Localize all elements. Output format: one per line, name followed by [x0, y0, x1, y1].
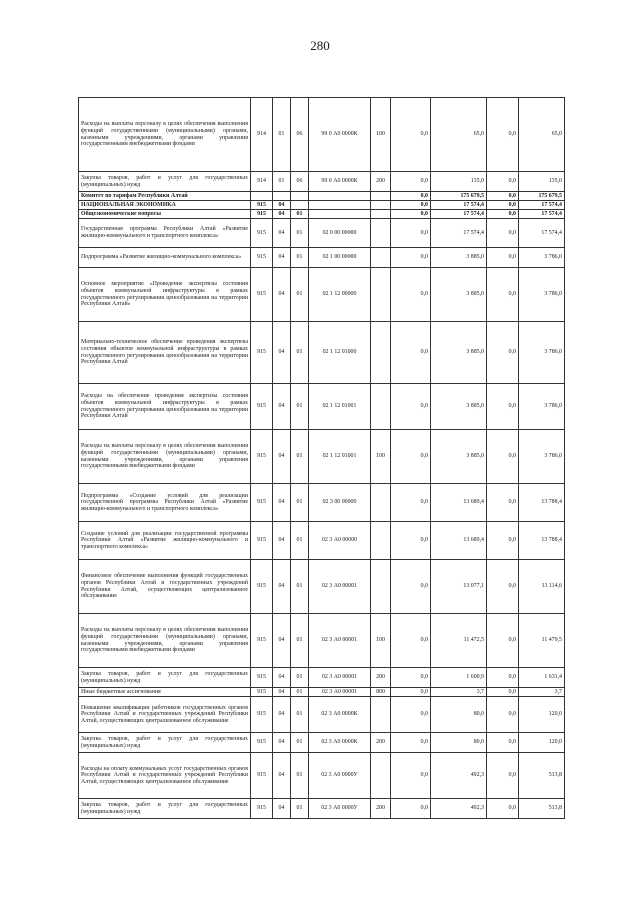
expense-type-code: 200	[371, 172, 391, 192]
row-name: Расходы на выплаты персоналу в целях обеспечения выполнения функций государственными (муниципальными) органами, казенными учреждениями, органами управления государственными внебюджетными фондами	[79, 614, 251, 668]
row-name: Закупка товаров, работ и услуг для государственных (муниципальных) нужд	[79, 172, 251, 192]
subsection-code: 01	[291, 697, 309, 733]
expense-type-code: 100	[371, 98, 391, 172]
amount-col-4: 3 786,0	[519, 322, 565, 384]
admin-code: 915	[251, 668, 273, 688]
row-name: Расходы на выплаты персоналу в целях обеспечения выполнения функций государственными (муниципальными) органами, казенными учреждениями, органами управления государственными внебюджетными фондами	[79, 98, 251, 172]
amount-col-4: 513,8	[519, 799, 565, 819]
subsection-code: 01	[291, 430, 309, 484]
target-article-code: 02 3 А0 00001	[309, 668, 371, 688]
section-code: 04	[273, 384, 291, 430]
amount-col-4: 11 479,5	[519, 614, 565, 668]
row-name: Закупка товаров, работ и услуг для государственных (муниципальных) нужд	[79, 668, 251, 688]
row-name: Создание условий для реализации государственной программы Республики Алтай «Развитие жилищно-коммунального и транспортного комплекса»	[79, 522, 251, 560]
amount-col-2: 135,0	[431, 172, 487, 192]
expense-type-code	[371, 484, 391, 522]
target-article-code: 02 3 00 00000	[309, 484, 371, 522]
amount-col-3: 0,0	[487, 799, 519, 819]
amount-col-4: 135,0	[519, 172, 565, 192]
row-name: Расходы на обеспечение проведения экспертизы состояния объектов коммунальной инфраструктуры в рамках государственного регулирования ценообразования на территории Республики Алтай	[79, 384, 251, 430]
amount-col-3: 0,0	[487, 98, 519, 172]
admin-code: 915	[251, 799, 273, 819]
amount-col-1: 0,0	[391, 201, 431, 210]
table-row	[79, 484, 565, 522]
expense-type-code: 200	[371, 733, 391, 753]
table-row	[79, 248, 565, 268]
table-row	[79, 688, 565, 697]
row-name: Общеэкономические вопросы	[79, 210, 251, 219]
amount-col-1: 0,0	[391, 192, 431, 201]
admin-code: 915	[251, 560, 273, 614]
amount-col-2: 13 689,4	[431, 484, 487, 522]
row-name: Основное мероприятие «Проведение экспертизы состояния объектов коммунальной инфраструктуры в рамках государственного регулирования ценообразования на территории Республики Алтай»	[79, 268, 251, 322]
target-article-code: 02 1 12 01000	[309, 322, 371, 384]
amount-col-3: 0,0	[487, 210, 519, 219]
table-row	[79, 322, 565, 384]
subsection-code: 01	[291, 668, 309, 688]
subsection-code: 01	[291, 799, 309, 819]
section-code: 04	[273, 522, 291, 560]
amount-col-3: 0,0	[487, 192, 519, 201]
section-code: 04	[273, 484, 291, 522]
amount-col-3: 0,0	[487, 322, 519, 384]
section-code: 01	[273, 98, 291, 172]
section-code: 04	[273, 248, 291, 268]
amount-col-3: 0,0	[487, 522, 519, 560]
section-code: 04	[273, 668, 291, 688]
amount-col-1: 0,0	[391, 172, 431, 192]
amount-col-1: 0,0	[391, 384, 431, 430]
table-row	[79, 733, 565, 753]
amount-col-4: 13 788,4	[519, 484, 565, 522]
target-article-code: 02 3 А0 0000У	[309, 753, 371, 799]
row-name: Финансовое обеспечение выполнения функций государственных органов Республики Алтай и государственных учреждений Республики Алтай, осуществляющих централизованное обслуживание	[79, 560, 251, 614]
amount-col-3: 0,0	[487, 172, 519, 192]
amount-col-1: 0,0	[391, 697, 431, 733]
admin-code: 915	[251, 248, 273, 268]
subsection-code: 06	[291, 172, 309, 192]
target-article-code: 02 3 А0 00001	[309, 688, 371, 697]
amount-col-3: 0,0	[487, 733, 519, 753]
amount-col-2: 175 679,5	[431, 192, 487, 201]
subsection-code: 01	[291, 560, 309, 614]
section-code: 04	[273, 697, 291, 733]
row-name: Расходы на выплаты персоналу в целях обеспечения выполнения функций государственными (муниципальными) органами, казенными учреждениями, органами управления государственными внебюджетными фондами	[79, 430, 251, 484]
admin-code: 915	[251, 733, 273, 753]
amount-col-3: 0,0	[487, 201, 519, 210]
amount-col-2: 80,0	[431, 733, 487, 753]
admin-code: 915	[251, 430, 273, 484]
amount-col-3: 0,0	[487, 219, 519, 248]
amount-col-4: 3,7	[519, 688, 565, 697]
table-row	[79, 201, 565, 210]
target-article-code: 02 3 А0 0000К	[309, 697, 371, 733]
amount-col-3: 0,0	[487, 753, 519, 799]
amount-col-3: 0,0	[487, 697, 519, 733]
budget-table	[78, 97, 565, 819]
amount-col-4: 513,8	[519, 753, 565, 799]
subsection-code	[291, 192, 309, 201]
section-code: 04	[273, 733, 291, 753]
target-article-code: 02 3 А0 0000К	[309, 733, 371, 753]
amount-col-2: 11 472,5	[431, 614, 487, 668]
subsection-code: 01	[291, 322, 309, 384]
amount-col-3: 0,0	[487, 248, 519, 268]
expense-type-code: 200	[371, 668, 391, 688]
section-code: 04	[273, 799, 291, 819]
amount-col-1: 0,0	[391, 668, 431, 688]
amount-col-4: 65,0	[519, 98, 565, 172]
table-row	[79, 753, 565, 799]
admin-code: 915	[251, 219, 273, 248]
amount-col-4: 13 788,4	[519, 522, 565, 560]
amount-col-2: 17 574,4	[431, 219, 487, 248]
expense-type-code	[371, 192, 391, 201]
admin-code: 915	[251, 322, 273, 384]
amount-col-2: 3 885,0	[431, 248, 487, 268]
admin-code: 915	[251, 484, 273, 522]
expense-type-code: 800	[371, 688, 391, 697]
amount-col-4: 17 574,4	[519, 219, 565, 248]
expense-type-code	[371, 560, 391, 614]
amount-col-3: 0,0	[487, 688, 519, 697]
amount-col-2: 492,3	[431, 753, 487, 799]
target-article-code: 02 1 12 01001	[309, 384, 371, 430]
table-row	[79, 172, 565, 192]
admin-code: 915	[251, 201, 273, 210]
amount-col-1: 0,0	[391, 799, 431, 819]
subsection-code: 01	[291, 688, 309, 697]
admin-code: 915	[251, 614, 273, 668]
admin-code: 915	[251, 210, 273, 219]
subsection-code	[291, 201, 309, 210]
amount-col-1: 0,0	[391, 560, 431, 614]
amount-col-4: 3 786,0	[519, 384, 565, 430]
amount-col-2: 17 574,4	[431, 210, 487, 219]
target-article-code: 02 1 12 00000	[309, 268, 371, 322]
expense-type-code	[371, 248, 391, 268]
target-article-code: 02 3 А0 00000	[309, 522, 371, 560]
amount-col-2: 3 885,0	[431, 268, 487, 322]
table-row	[79, 192, 565, 201]
target-article-code: 02 3 А0 00001	[309, 560, 371, 614]
amount-col-1: 0,0	[391, 753, 431, 799]
subsection-code: 01	[291, 614, 309, 668]
table-row	[79, 668, 565, 688]
amount-col-1: 0,0	[391, 733, 431, 753]
section-code: 04	[273, 688, 291, 697]
amount-col-2: 80,0	[431, 697, 487, 733]
section-code: 04	[273, 430, 291, 484]
admin-code: 915	[251, 384, 273, 430]
amount-col-1: 0,0	[391, 219, 431, 248]
amount-col-2: 3 885,0	[431, 322, 487, 384]
amount-col-4: 17 574,4	[519, 210, 565, 219]
table-row	[79, 430, 565, 484]
row-name: Расходы на оплату коммунальных услуг государственных органов Республики Алтай и государственных учреждений Республики Алтай, осуществляющих централизованное обслуживание	[79, 753, 251, 799]
section-code: 04	[273, 322, 291, 384]
section-code: 04	[273, 560, 291, 614]
amount-col-2: 13 689,4	[431, 522, 487, 560]
expense-type-code	[371, 219, 391, 248]
amount-col-1: 0,0	[391, 430, 431, 484]
amount-col-4: 17 574,4	[519, 201, 565, 210]
section-code: 04	[273, 614, 291, 668]
target-article-code: 02 0 00 00000	[309, 219, 371, 248]
table-row	[79, 799, 565, 819]
amount-col-1: 0,0	[391, 210, 431, 219]
amount-col-4: 175 679,5	[519, 192, 565, 201]
admin-code: 914	[251, 98, 273, 172]
expense-type-code	[371, 268, 391, 322]
admin-code: 915	[251, 522, 273, 560]
table-row	[79, 210, 565, 219]
row-name: НАЦИОНАЛЬНАЯ ЭКОНОМИКА	[79, 201, 251, 210]
section-code: 04	[273, 219, 291, 248]
target-article-code: 02 3 А0 00001	[309, 614, 371, 668]
admin-code: 915	[251, 688, 273, 697]
amount-col-2: 13 077,1	[431, 560, 487, 614]
amount-col-2: 17 574,4	[431, 201, 487, 210]
table-row	[79, 560, 565, 614]
amount-col-3: 0,0	[487, 668, 519, 688]
subsection-code: 01	[291, 484, 309, 522]
subsection-code: 06	[291, 98, 309, 172]
target-article-code	[309, 210, 371, 219]
expense-type-code: 100	[371, 614, 391, 668]
table-row	[79, 98, 565, 172]
target-article-code	[309, 201, 371, 210]
section-code: 04	[273, 201, 291, 210]
row-name: Материально-техническое обеспечение проведения экспертизы состояния объектов коммунальной инфраструктуры в рамках государственного регулирования ценообразования на территории Республики Алтай	[79, 322, 251, 384]
table-row	[79, 268, 565, 322]
amount-col-1: 0,0	[391, 322, 431, 384]
amount-col-4: 3 786,0	[519, 248, 565, 268]
amount-col-1: 0,0	[391, 614, 431, 668]
expense-type-code: 200	[371, 799, 391, 819]
row-name: Подпрограмма «Развитие жилищно-коммунального комплекса»	[79, 248, 251, 268]
amount-col-1: 0,0	[391, 484, 431, 522]
amount-col-3: 0,0	[487, 268, 519, 322]
amount-col-3: 0,0	[487, 384, 519, 430]
amount-col-1: 0,0	[391, 268, 431, 322]
amount-col-3: 0,0	[487, 484, 519, 522]
row-name: Повышение квалификации работников государственных органов Республики Алтай и государственных учреждений Республики Алтай, осуществляющих централизованное обслуживание	[79, 697, 251, 733]
amount-col-2: 3,7	[431, 688, 487, 697]
amount-col-1: 0,0	[391, 522, 431, 560]
subsection-code: 01	[291, 522, 309, 560]
row-name: Закупка товаров, работ и услуг для государственных (муниципальных) нужд	[79, 733, 251, 753]
table-row	[79, 522, 565, 560]
amount-col-4: 1 631,4	[519, 668, 565, 688]
target-article-code: 02 3 А0 0000У	[309, 799, 371, 819]
amount-col-4: 3 786,0	[519, 430, 565, 484]
expense-type-code	[371, 322, 391, 384]
table-row	[79, 697, 565, 733]
section-code: 04	[273, 753, 291, 799]
expense-type-code	[371, 753, 391, 799]
amount-col-2: 1 600,9	[431, 668, 487, 688]
subsection-code: 01	[291, 210, 309, 219]
amount-col-2: 3 885,0	[431, 384, 487, 430]
row-name: Государственная программа Республики Алтай «Развитие жилищно-коммунального и транспортного комплекса»	[79, 219, 251, 248]
amount-col-4: 13 114,6	[519, 560, 565, 614]
section-code	[273, 192, 291, 201]
target-article-code: 99 0 А0 0000К	[309, 172, 371, 192]
expense-type-code	[371, 210, 391, 219]
amount-col-2: 3 885,0	[431, 430, 487, 484]
target-article-code: 02 1 12 01001	[309, 430, 371, 484]
expense-type-code	[371, 522, 391, 560]
section-code: 04	[273, 268, 291, 322]
amount-col-4: 120,0	[519, 733, 565, 753]
admin-code: 915	[251, 753, 273, 799]
target-article-code: 02 1 00 00000	[309, 248, 371, 268]
subsection-code: 01	[291, 753, 309, 799]
section-code: 04	[273, 210, 291, 219]
amount-col-4: 3 786,0	[519, 268, 565, 322]
amount-col-4: 120,0	[519, 697, 565, 733]
subsection-code: 01	[291, 219, 309, 248]
amount-col-1: 0,0	[391, 688, 431, 697]
amount-col-2: 492,3	[431, 799, 487, 819]
expense-type-code	[371, 384, 391, 430]
subsection-code: 01	[291, 248, 309, 268]
amount-col-3: 0,0	[487, 614, 519, 668]
expense-type-code: 100	[371, 430, 391, 484]
table-row	[79, 384, 565, 430]
amount-col-3: 0,0	[487, 430, 519, 484]
row-name: Иные бюджетные ассигнования	[79, 688, 251, 697]
amount-col-3: 0,0	[487, 560, 519, 614]
amount-col-1: 0,0	[391, 98, 431, 172]
target-article-code: 99 0 А0 0000К	[309, 98, 371, 172]
target-article-code	[309, 192, 371, 201]
admin-code	[251, 192, 273, 201]
expense-type-code	[371, 697, 391, 733]
row-name: Закупка товаров, работ и услуг для государственных (муниципальных) нужд	[79, 799, 251, 819]
admin-code: 915	[251, 268, 273, 322]
expense-type-code	[371, 201, 391, 210]
table-row	[79, 614, 565, 668]
subsection-code: 01	[291, 268, 309, 322]
subsection-code: 01	[291, 384, 309, 430]
row-name: Подпрограмма «Создание условий для реализации государственной программы Республики Алтай «Развитие жилищно-коммунального и транспортного комплекса»	[79, 484, 251, 522]
row-name: Комитет по тарифам Республики Алтай	[79, 192, 251, 201]
amount-col-1: 0,0	[391, 248, 431, 268]
amount-col-2: 65,0	[431, 98, 487, 172]
subsection-code: 01	[291, 733, 309, 753]
admin-code: 914	[251, 172, 273, 192]
section-code: 01	[273, 172, 291, 192]
admin-code: 915	[251, 697, 273, 733]
page-number: 280	[310, 38, 330, 53]
table-row	[79, 219, 565, 248]
